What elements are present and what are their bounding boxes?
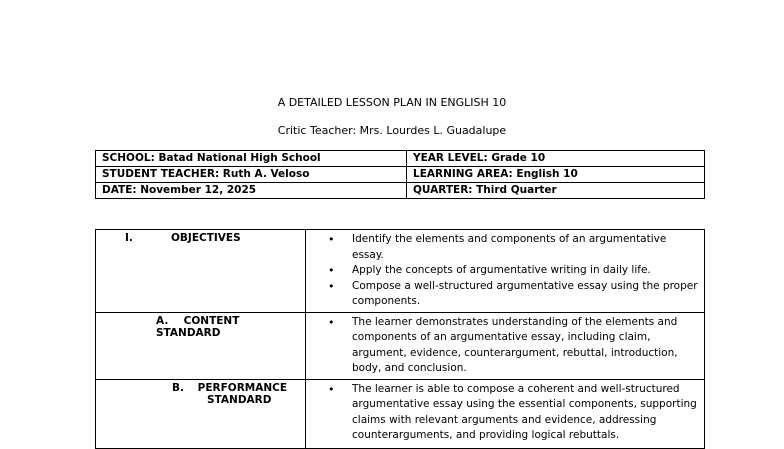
info-table [95, 150, 705, 199]
performance-standard-number: B. [172, 381, 184, 394]
student-teacher-cell: STUDENT TEACHER: Ruth A. Veloso [96, 167, 407, 183]
table-row [96, 183, 705, 199]
performance-standard-list [312, 382, 698, 444]
objectives-items-cell [306, 230, 705, 313]
objectives-table [95, 229, 705, 449]
performance-standard-row [96, 379, 705, 448]
year-level-cell: YEAR LEVEL: Grade 10 [407, 151, 705, 167]
performance-standard-label-line2: STANDARD [207, 393, 272, 406]
objectives-list [312, 232, 698, 310]
performance-standard-label: PERFORMANCE [197, 381, 288, 394]
table-row [96, 167, 705, 183]
content-standard-number: A. [156, 314, 169, 327]
learning-area-cell: LEARNING AREA: English 10 [407, 167, 705, 183]
performance-standard-label-cell [96, 379, 306, 448]
objectives-label: OBJECTIVES [171, 232, 241, 244]
list-item: • The learner is able to compose a coherent and well-structured argumentative essay using the essential components, supporting claims with relevant arguments and evidence, addressing counterarguments, and providing logical rebuttals. [352, 382, 698, 444]
content-standard-label: CONTENT STANDARD [156, 314, 240, 339]
content-standard-items-cell [306, 312, 705, 379]
content-standard-label-cell [96, 312, 306, 379]
date-cell: DATE: November 12, 2025 [96, 183, 407, 199]
table-row [96, 151, 705, 167]
document-title: A DETAILED LESSON PLAN IN ENGLISH 10 [277, 96, 507, 109]
content-standard-row [96, 312, 705, 379]
list-item: • Apply the concepts of argumentative writing in daily life. [352, 263, 698, 279]
objectives-number: I. [125, 232, 133, 244]
content-standard-list [312, 315, 698, 377]
objectives-row [96, 230, 705, 313]
list-item: • The learner demonstrates understanding of the elements and components of an argumentative essay, including claim, argument, evidence, counterargument, rebuttal, introduction, body, and conclusion. [352, 315, 698, 377]
quarter-cell: QUARTER: Third Quarter [407, 183, 705, 199]
school-cell: SCHOOL: Batad National High School [96, 151, 407, 167]
objectives-label-cell [96, 230, 306, 313]
performance-standard-items-cell [306, 379, 705, 448]
list-item: • Identify the elements and components of an argumentative essay. [352, 232, 698, 263]
critic-teacher: Critic Teacher: Mrs. Lourdes L. Guadalupe [277, 124, 507, 137]
list-item: • Compose a well-structured argumentative essay using the proper components. [352, 279, 698, 310]
